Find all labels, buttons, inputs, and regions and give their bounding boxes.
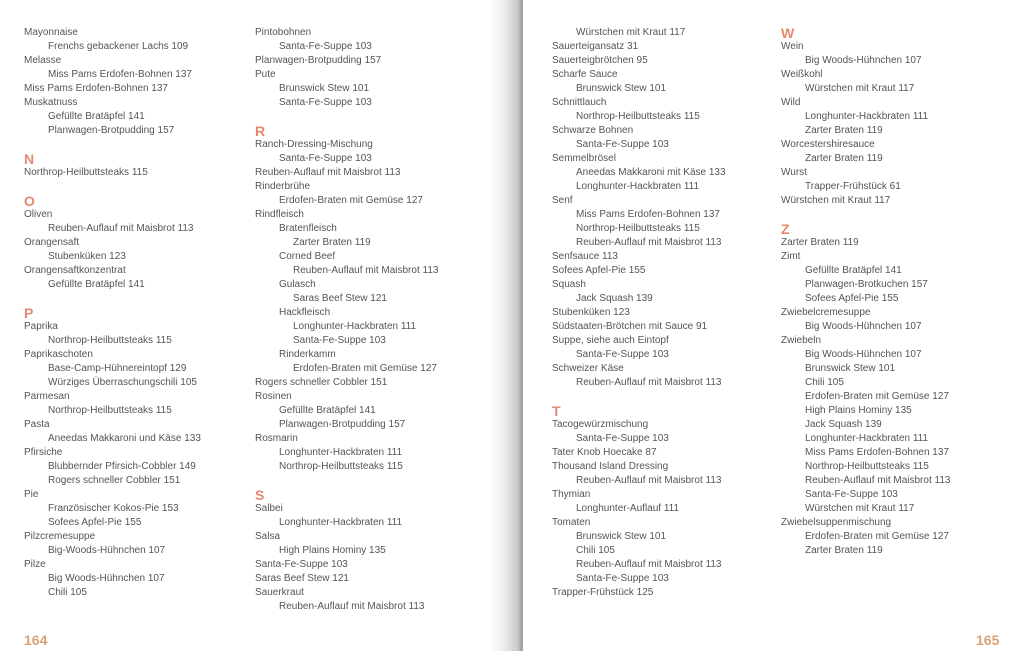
index-subentry: Gefüllte Bratäpfel 141 (805, 265, 902, 276)
index-subentry: Longhunter-Hackbraten 111 (293, 321, 417, 332)
index-entry: Trapper-Frühstück 125 (552, 587, 654, 598)
index-entry: Tater Knob Hoecake 87 (552, 447, 657, 458)
index-entry: Pintobohnen (255, 27, 312, 38)
index-subentry: Hackfleisch (279, 307, 331, 318)
index-entry: Paprikaschoten (24, 349, 93, 360)
index-entry: Thousand Island Dressing (552, 461, 669, 472)
index-entry: Zwiebelcremesuppe (781, 307, 871, 318)
index-subentry: Erdofen-Braten mit Gemüse 127 (293, 363, 437, 374)
index-subentry: Base-Camp-Hühnereintopf 129 (48, 363, 187, 374)
index-subentry: Santa-Fe-Suppe 103 (576, 139, 669, 150)
index-entry: Schweizer Käse (552, 363, 624, 374)
index-entry: Schwarze Bohnen (552, 125, 634, 136)
index-entry: Sofees Apfel-Pie 155 (552, 265, 646, 276)
index-letter-heading: W (781, 26, 795, 40)
index-entry: Sauerteigansatz 31 (552, 41, 639, 52)
index-subentry: Reuben-Auflauf mit Maisbrot 113 (279, 601, 425, 612)
index-subentry: Northrop-Heilbuttsteaks 115 (576, 223, 700, 234)
index-entry: Parmesan (24, 391, 70, 402)
index-entry: Stubenküken 123 (552, 307, 630, 318)
index-entry: Oliven (24, 209, 53, 220)
index-subentry: Reuben-Auflauf mit Maisbrot 113 (576, 377, 722, 388)
index-subentry: Miss Pams Erdofen-Bohnen 137 (805, 447, 949, 458)
index-entry: Thymian (552, 489, 591, 500)
index-entry: Santa-Fe-Suppe 103 (255, 559, 348, 570)
index-entry: Wein (781, 41, 804, 52)
index-letter-heading: T (552, 404, 561, 418)
index-subentry: Sofees Apfel-Pie 155 (48, 517, 142, 528)
index-entry: Ranch-Dressing-Mischung (255, 139, 373, 150)
index-entry: Schnittlauch (552, 97, 607, 108)
index-column-3 (552, 26, 782, 600)
index-gap (255, 110, 485, 124)
index-entry: Reuben-Auflauf mit Maisbrot 113 (255, 167, 401, 178)
index-subentry: Erdofen-Braten mit Gemüse 127 (279, 195, 423, 206)
index-subentry: Reuben-Auflauf mit Maisbrot 113 (576, 475, 722, 486)
index-entry: Suppe, siehe auch Eintopf (552, 335, 669, 346)
index-subentry: Reuben-Auflauf mit Maisbrot 113 (576, 237, 722, 248)
index-letter-heading: S (255, 488, 265, 502)
index-entry: Sauerteigbrötchen 95 (552, 55, 648, 66)
index-subentry: Corned Beef (279, 251, 336, 262)
index-entry: Würstchen mit Kraut 117 (781, 195, 891, 206)
index-gap (255, 474, 485, 488)
index-entry: Rosmarin (255, 433, 298, 444)
index-subentry: Reuben-Auflauf mit Maisbrot 113 (48, 223, 194, 234)
index-entry: Senfsauce 113 (552, 251, 618, 262)
index-subentry: Santa-Fe-Suppe 103 (576, 433, 669, 444)
index-gap (24, 292, 254, 306)
index-entry: Planwagen-Brotpudding 157 (255, 55, 382, 66)
index-entry: Zwiebeln (781, 335, 822, 346)
index-subentry: Würstchen mit Kraut 117 (576, 27, 686, 38)
index-gap (781, 208, 1011, 222)
index-letter-heading: O (24, 194, 35, 208)
index-subentry: Trapper-Frühstück 61 (805, 181, 901, 192)
index-subentry: High Plains Hominy 135 (805, 405, 912, 416)
index-subentry: Longhunter-Hackbraten 111 (805, 433, 929, 444)
index-subentry: Reuben-Auflauf mit Maisbrot 113 (293, 265, 439, 276)
index-subentry: Aneedas Makkaroni und Käse 133 (48, 433, 201, 444)
index-subentry: Longhunter-Auflauf 111 (576, 503, 680, 514)
index-entry: Pasta (24, 419, 50, 430)
index-entry: Mayonnaise (24, 27, 78, 38)
index-entry: Northrop-Heilbuttsteaks 115 (24, 167, 148, 178)
index-subentry: Brunswick Stew 101 (576, 83, 667, 94)
index-entry: Salbei (255, 503, 283, 514)
index-entry: Rogers schneller Cobbler 151 (255, 377, 388, 388)
index-subentry: Chili 105 (48, 587, 87, 598)
index-subentry: Aneedas Makkaroni mit Käse 133 (576, 167, 726, 178)
index-subentry: Zarter Braten 119 (805, 125, 883, 136)
index-subentry: Santa-Fe-Suppe 103 (805, 489, 898, 500)
index-subentry: Planwagen-Brotkuchen 157 (805, 279, 928, 290)
index-subentry: Chili 105 (576, 545, 615, 556)
index-letter-heading: N (24, 152, 35, 166)
index-entry: Worcestershiresauce (781, 139, 875, 150)
index-subentry: Big Woods-Hühnchen 107 (805, 349, 922, 360)
index-subentry: Saras Beef Stew 121 (293, 293, 387, 304)
index-subentry: Longhunter-Hackbraten 111 (576, 181, 700, 192)
index-entry: Squash (552, 279, 586, 290)
index-subentry: Sofees Apfel-Pie 155 (805, 293, 899, 304)
index-subentry: Santa-Fe-Suppe 103 (576, 349, 669, 360)
index-subentry: Würstchen mit Kraut 117 (805, 83, 915, 94)
index-entry: Zwiebelsuppenmischung (781, 517, 892, 528)
index-entry: Zimt (781, 251, 801, 262)
index-subentry: Jack Squash 139 (576, 293, 653, 304)
index-entry: Saras Beef Stew 121 (255, 573, 349, 584)
index-entry: Paprika (24, 321, 58, 332)
index-subentry: Gefüllte Bratäpfel 141 (279, 405, 376, 416)
index-subentry: Gefüllte Bratäpfel 141 (48, 111, 145, 122)
index-subentry: Santa-Fe-Suppe 103 (293, 335, 386, 346)
index-subentry: Big Woods-Hühnchen 107 (805, 55, 922, 66)
index-entry: Tomaten (552, 517, 591, 528)
index-subentry: Big Woods-Hühnchen 107 (805, 321, 922, 332)
index-subentry: Planwagen-Brotpudding 157 (48, 125, 175, 136)
index-entry: Pilze (24, 559, 46, 570)
index-subentry: Northrop-Heilbuttsteaks 115 (805, 461, 929, 472)
index-subentry: Santa-Fe-Suppe 103 (279, 153, 372, 164)
index-subentry: Frenchs gebackener Lachs 109 (48, 41, 189, 52)
index-entry: Pilzcremesuppe (24, 531, 96, 542)
index-subentry: Bratenfleisch (279, 223, 337, 234)
index-subentry: Gulasch (279, 279, 316, 290)
index-entry: Salsa (255, 531, 281, 542)
index-subentry: Würziges Überraschungschili 105 (48, 377, 197, 388)
index-subentry: Longhunter-Hackbraten 111 (279, 517, 403, 528)
index-column-1 (24, 26, 254, 600)
index-subentry: High Plains Hominy 135 (279, 545, 386, 556)
index-subentry: Big Woods-Hühnchen 107 (48, 573, 165, 584)
index-entry: Südstaaten-Brötchen mit Sauce 91 (552, 321, 708, 332)
index-subentry: Santa-Fe-Suppe 103 (576, 573, 669, 584)
index-entry: Pie (24, 489, 39, 500)
index-subentry: Chili 105 (805, 377, 844, 388)
index-subentry: Santa-Fe-Suppe 103 (279, 41, 372, 52)
index-entry: Orangensaftkonzentrat (24, 265, 126, 276)
index-subentry: Brunswick Stew 101 (279, 83, 370, 94)
index-letter-heading: P (24, 306, 34, 320)
index-subentry: Northrop-Heilbuttsteaks 115 (48, 405, 172, 416)
left-page (0, 0, 503, 651)
index-subentry: Northrop-Heilbuttsteaks 115 (576, 111, 700, 122)
index-entry: Semmelbrösel (552, 153, 616, 164)
index-entry: Orangensaft (24, 237, 80, 248)
index-subentry: Würstchen mit Kraut 117 (805, 503, 915, 514)
index-subentry: Santa-Fe-Suppe 103 (279, 97, 372, 108)
index-entry: Scharfe Sauce (552, 69, 618, 80)
index-subentry: Miss Pams Erdofen-Bohnen 137 (576, 209, 720, 220)
index-subentry: Zarter Braten 119 (805, 545, 883, 556)
index-entry: Miss Pams Erdofen-Bohnen 137 (24, 83, 168, 94)
index-subentry: Reuben-Auflauf mit Maisbrot 113 (805, 475, 951, 486)
index-subentry: Planwagen-Brotpudding 157 (279, 419, 406, 430)
index-entry: Wild (781, 97, 801, 108)
index-entry: Rindfleisch (255, 209, 304, 220)
index-subentry: Französischer Kokos-Pie 153 (48, 503, 179, 514)
index-entry: Pute (255, 69, 276, 80)
index-gap (552, 390, 782, 404)
index-subentry: Big-Woods-Hühnchen 107 (48, 545, 166, 556)
index-subentry: Rinderkamm (279, 349, 336, 360)
index-subentry: Reuben-Auflauf mit Maisbrot 113 (576, 559, 722, 570)
right-page (523, 0, 1024, 651)
index-subentry: Gefüllte Bratäpfel 141 (48, 279, 145, 290)
index-column-2 (255, 26, 485, 614)
index-subentry: Brunswick Stew 101 (576, 531, 667, 542)
index-subentry: Stubenküken 123 (48, 251, 126, 262)
index-entry: Rosinen (255, 391, 292, 402)
index-letter-heading: Z (781, 222, 790, 236)
index-entry: Muskatnuss (24, 97, 78, 108)
index-subentry: Longhunter-Hackbraten 111 (279, 447, 403, 458)
index-entry: Wurst (781, 167, 807, 178)
index-subentry: Northrop-Heilbuttsteaks 115 (48, 335, 172, 346)
index-entry: Senf (552, 195, 573, 206)
index-entry: Zarter Braten 119 (781, 237, 859, 248)
index-subentry: Zarter Braten 119 (805, 153, 883, 164)
index-column-4 (781, 26, 1011, 558)
left-page-number: 164 (24, 632, 48, 648)
index-subentry: Erdofen-Braten mit Gemüse 127 (805, 531, 949, 542)
index-subentry: Longhunter-Hackbraten 111 (805, 111, 929, 122)
index-entry: Tacogewürzmischung (552, 419, 649, 430)
index-subentry: Zarter Braten 119 (293, 237, 371, 248)
index-entry: Pfirsiche (24, 447, 63, 458)
index-subentry: Northrop-Heilbuttsteaks 115 (279, 461, 403, 472)
index-gap (24, 180, 254, 194)
index-entry: Sauerkraut (255, 587, 304, 598)
index-subentry: Rogers schneller Cobbler 151 (48, 475, 181, 486)
index-gap (24, 138, 254, 152)
index-subentry: Jack Squash 139 (805, 419, 882, 430)
index-subentry: Miss Pams Erdofen-Bohnen 137 (48, 69, 192, 80)
index-subentry: Blubbernder Pfirsich-Cobbler 149 (48, 461, 196, 472)
index-subentry: Brunswick Stew 101 (805, 363, 896, 374)
index-entry: Rinderbrühe (255, 181, 311, 192)
index-letter-heading: R (255, 124, 266, 138)
right-page-number: 165 (976, 632, 1000, 648)
index-subentry: Erdofen-Braten mit Gemüse 127 (805, 391, 949, 402)
index-entry: Weißkohl (781, 69, 823, 80)
index-entry: Melasse (24, 55, 62, 66)
